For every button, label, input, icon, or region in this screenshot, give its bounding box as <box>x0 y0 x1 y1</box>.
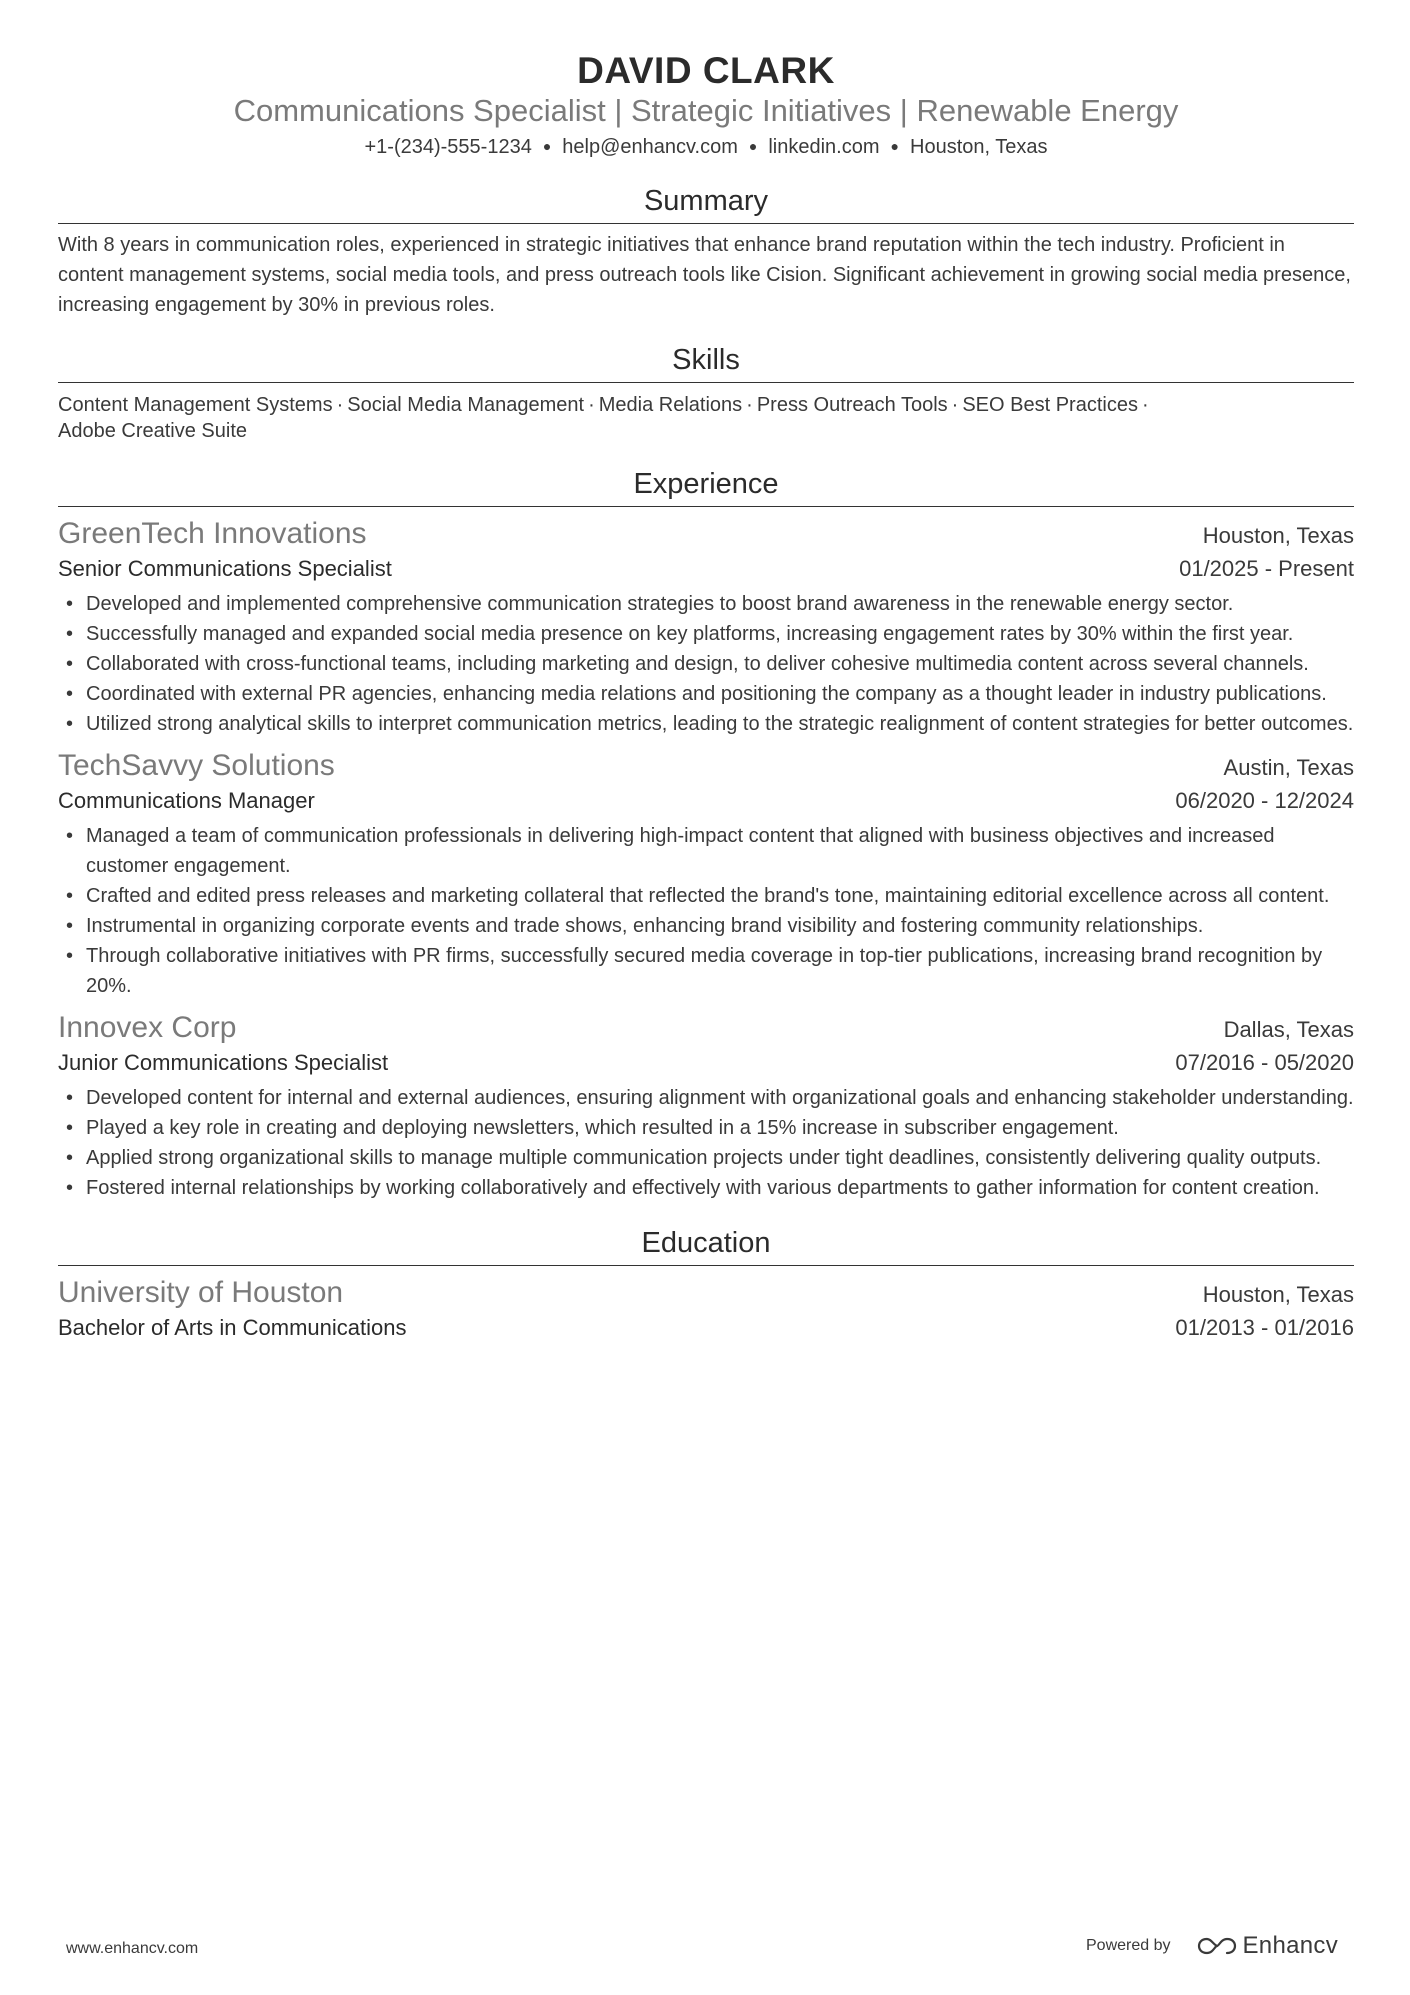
job-title: Junior Communications Specialist <box>58 1049 389 1075</box>
resume-content <box>58 48 1354 1346</box>
skills-list <box>58 392 1354 444</box>
summary-section <box>58 183 1354 320</box>
education-heading: Education <box>58 1225 1354 1266</box>
job-bullets <box>58 821 1354 1001</box>
contact-linkedin[interactable]: linkedin.com <box>768 136 880 158</box>
education-section <box>58 1225 1354 1346</box>
skill-item: Social Media Management <box>347 393 585 416</box>
contact-location: Houston, Texas <box>910 136 1048 158</box>
job-location: Houston, Texas <box>1202 522 1354 548</box>
company-name: TechSavvy Solutions <box>58 748 335 782</box>
job-bullet: • Through collaborative initiatives with PR firms, successfully secured media coverage in top-tier publications, increasing brand recognition by 20%. <box>58 941 1354 1001</box>
job-bullet: • Coordinated with external PR agencies, enhancing media relations and positioning the company as a thought leader in industry publications. <box>58 679 1354 709</box>
job-title: Communications Manager <box>58 787 315 813</box>
job-bullet: • Managed a team of communication professionals in delivering high-impact content that aligned with business objectives and increased customer engagement. <box>58 821 1354 881</box>
company-name: GreenTech Innovations <box>58 516 367 550</box>
job-bullet: • Developed content for internal and external audiences, ensuring alignment with organizational goals and enhancing stakeholder understanding. <box>58 1083 1354 1113</box>
bullet-separator: ● <box>890 137 899 154</box>
skill-separator: · <box>951 393 959 416</box>
job-bullet: • Instrumental in organizing corporate events and trade shows, enhancing brand visibility and fostering community relationships. <box>58 911 1354 941</box>
skill-item: Adobe Creative Suite <box>58 419 248 442</box>
job-dates: 01/2025 - Present <box>1179 555 1354 581</box>
job-location: Austin, Texas <box>1223 754 1354 780</box>
job-bullets <box>58 1083 1354 1203</box>
job-title: Senior Communications Specialist <box>58 555 392 581</box>
contact-line <box>58 132 1354 163</box>
job-bullet: • Collaborated with cross-functional teams, including marketing and design, to deliver cohesive multimedia content across several channels. <box>58 649 1354 679</box>
footer-website[interactable]: www.enhancv.com <box>66 1940 199 1957</box>
education-entry <box>58 1274 1354 1346</box>
skills-heading: Skills <box>58 342 1354 383</box>
experience-entry <box>58 515 1354 739</box>
footer-branding <box>1086 1932 1338 1960</box>
skill-separator: · <box>588 393 595 416</box>
experience-heading: Experience <box>58 466 1354 507</box>
skill-item: Content Management Systems <box>58 393 333 416</box>
bullet-separator: ● <box>542 137 552 154</box>
summary-heading: Summary <box>58 183 1354 224</box>
enhancv-logo[interactable] <box>1197 1932 1339 1960</box>
skill-separator: · <box>336 393 344 416</box>
job-location: Dallas, Texas <box>1223 1016 1354 1042</box>
skill-separator: · <box>1141 393 1149 416</box>
job-bullet: • Successfully managed and expanded social media presence on key platforms, increasing engagement rates by 30% within the first year. <box>58 619 1354 649</box>
job-bullet: • Fostered internal relationships by working collaboratively and effectively with various departments to gather information for content creation. <box>58 1173 1354 1203</box>
skills-section <box>58 342 1354 444</box>
job-dates: 06/2020 - 12/2024 <box>1175 787 1354 813</box>
job-bullet: • Developed and implemented comprehensive communication strategies to boost brand awareness in the renewable energy sector. <box>58 589 1354 619</box>
candidate-name: DAVID CLARK <box>577 50 835 91</box>
skill-item: Media Relations <box>598 393 743 416</box>
skill-separator: · <box>746 393 753 416</box>
summary-text: With 8 years in communication roles, experienced in strategic initiatives that enhance brand reputation within the tech industry. Proficient in content management systems, social media tools, and press outreach tools like Cision. Significant achievement in growing social media presence, increasing engagement by 30% in previous roles. <box>58 233 1351 316</box>
job-bullet: • Played a key role in creating and deploying newsletters, which resulted in a 15% increase in subscriber engagement. <box>58 1113 1354 1143</box>
job-bullet: • Utilized strong analytical skills to interpret communication metrics, leading to the strategic realignment of content strategies for better outcomes. <box>58 709 1354 739</box>
enhancv-logo-icon <box>1197 1935 1237 1957</box>
skill-item: SEO Best Practices <box>962 393 1138 416</box>
experience-entry <box>58 1009 1354 1203</box>
degree: Bachelor of Arts in Communications <box>58 1314 407 1340</box>
education-dates: 01/2013 - 01/2016 <box>1175 1314 1354 1340</box>
school-name: University of Houston <box>58 1275 344 1309</box>
experience-entry <box>58 747 1354 1001</box>
experience-section <box>58 466 1354 1203</box>
job-dates: 07/2016 - 05/2020 <box>1175 1049 1354 1075</box>
bullet-separator: ● <box>748 137 758 154</box>
brand-name: Enhancv <box>1242 1932 1338 1959</box>
skill-item: Press Outreach Tools <box>756 393 948 416</box>
company-name: Innovex Corp <box>58 1010 237 1044</box>
contact-email[interactable]: help@enhancv.com <box>562 136 738 158</box>
candidate-headline: Communications Specialist | Strategic Initiatives | Renewable Energy <box>233 93 1179 128</box>
contact-phone: +1-(234)-555-1234 <box>364 136 532 158</box>
job-bullet: • Crafted and edited press releases and marketing collateral that reflected the brand's tone, maintaining editorial excellence across all content. <box>58 881 1354 911</box>
powered-by-label: Powered by <box>1086 1937 1171 1954</box>
job-bullets <box>58 589 1354 739</box>
school-location: Houston, Texas <box>1202 1281 1354 1307</box>
job-bullet: • Applied strong organizational skills to manage multiple communication projects under tight deadlines, consistently delivering quality outputs. <box>58 1143 1354 1173</box>
